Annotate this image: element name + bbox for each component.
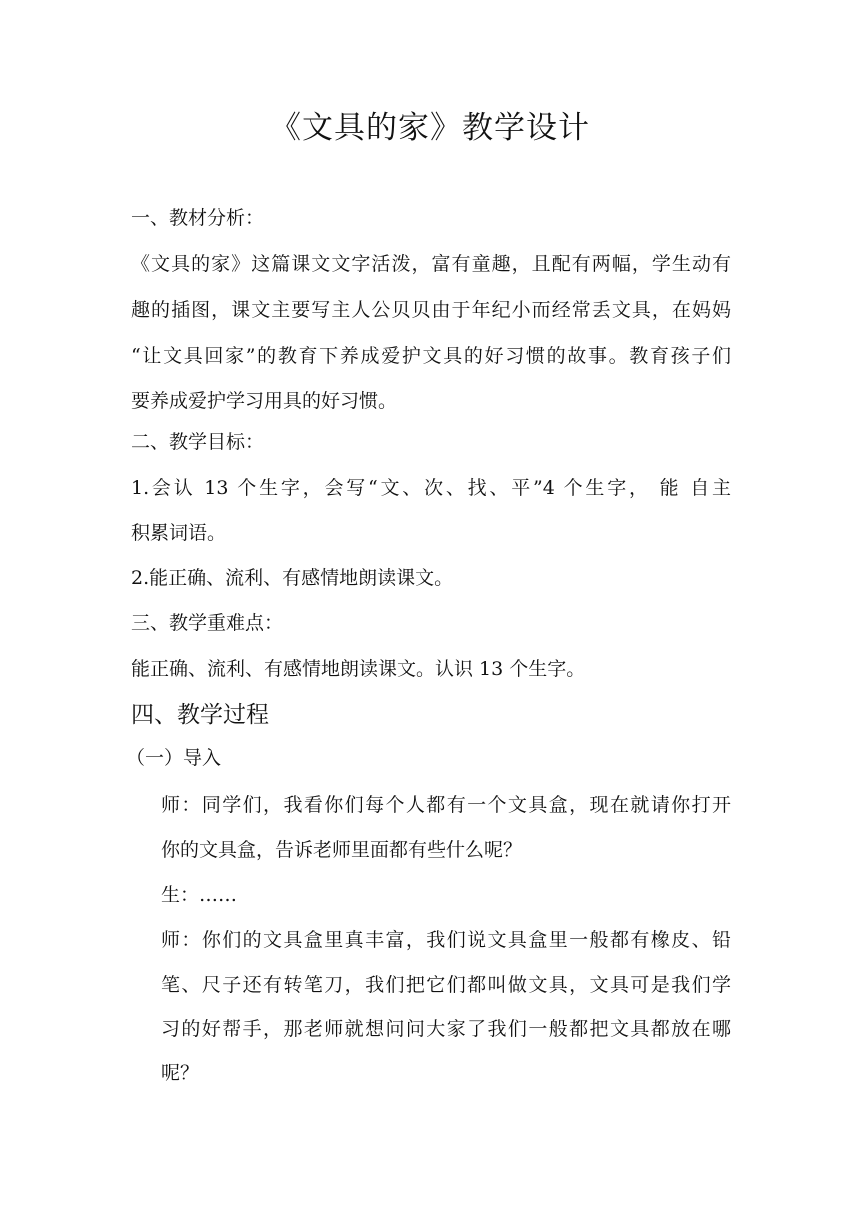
dialogue-line: 师：同学们，我看你们每个人都有一个文具盒，现在就请你打开 xyxy=(161,794,731,816)
goal-item-2: 2.能正确、流利、有感情地朗读课文。 xyxy=(131,567,454,589)
section-heading-teaching-goals: 二、教学目标： xyxy=(131,431,265,453)
goal-item-1: 1.会认 13 个生字，会写“文、次、找、平”4 个生字， 能 自主 xyxy=(131,477,731,499)
paragraph-line: “让文具回家”的教育下养成爱护文具的好习惯的故事。教育孩子们 xyxy=(131,345,731,367)
document-title: 《文具的家》教学设计 xyxy=(270,110,590,146)
dialogue-line: 你的文具盒，告诉老师里面都有些什么呢？ xyxy=(161,839,523,861)
dialogue-line: 笔、尺子还有转笔刀，我们把它们都叫做文具，文具可是我们学 xyxy=(161,974,731,996)
dialogue-line: 生：…… xyxy=(161,884,238,906)
dialogue-line: 师：你们的文具盒里真丰富，我们说文具盒里一般都有橡皮、铅 xyxy=(161,929,731,951)
section-heading-key-points: 三、教学重难点： xyxy=(131,612,284,634)
dialogue-line: 习的好帮手，那老师就想问问大家了我们一般都把文具都放在哪 xyxy=(161,1018,731,1040)
section-heading-teaching-process: 四、教学过程 xyxy=(131,702,269,728)
goal-item-1-continued: 积累词语。 xyxy=(131,522,227,544)
dialogue-line: 呢？ xyxy=(161,1062,200,1084)
key-points-content: 能正确、流利、有感情地朗读课文。认识 13 个生字。 xyxy=(131,658,586,680)
paragraph-line: 《文具的家》这篇课文文字活泼，富有童趣，且配有两幅，学生动有 xyxy=(131,253,731,275)
subheading-introduction: （一）导入 xyxy=(126,747,222,769)
paragraph-line: 要养成爱护学习用具的好习惯。 xyxy=(131,390,398,412)
paragraph-line: 趣的插图，课文主要写主人公贝贝由于年纪小而经常丢文具，在妈妈 xyxy=(131,299,731,321)
section-heading-materials-analysis: 一、教材分析： xyxy=(131,207,265,229)
